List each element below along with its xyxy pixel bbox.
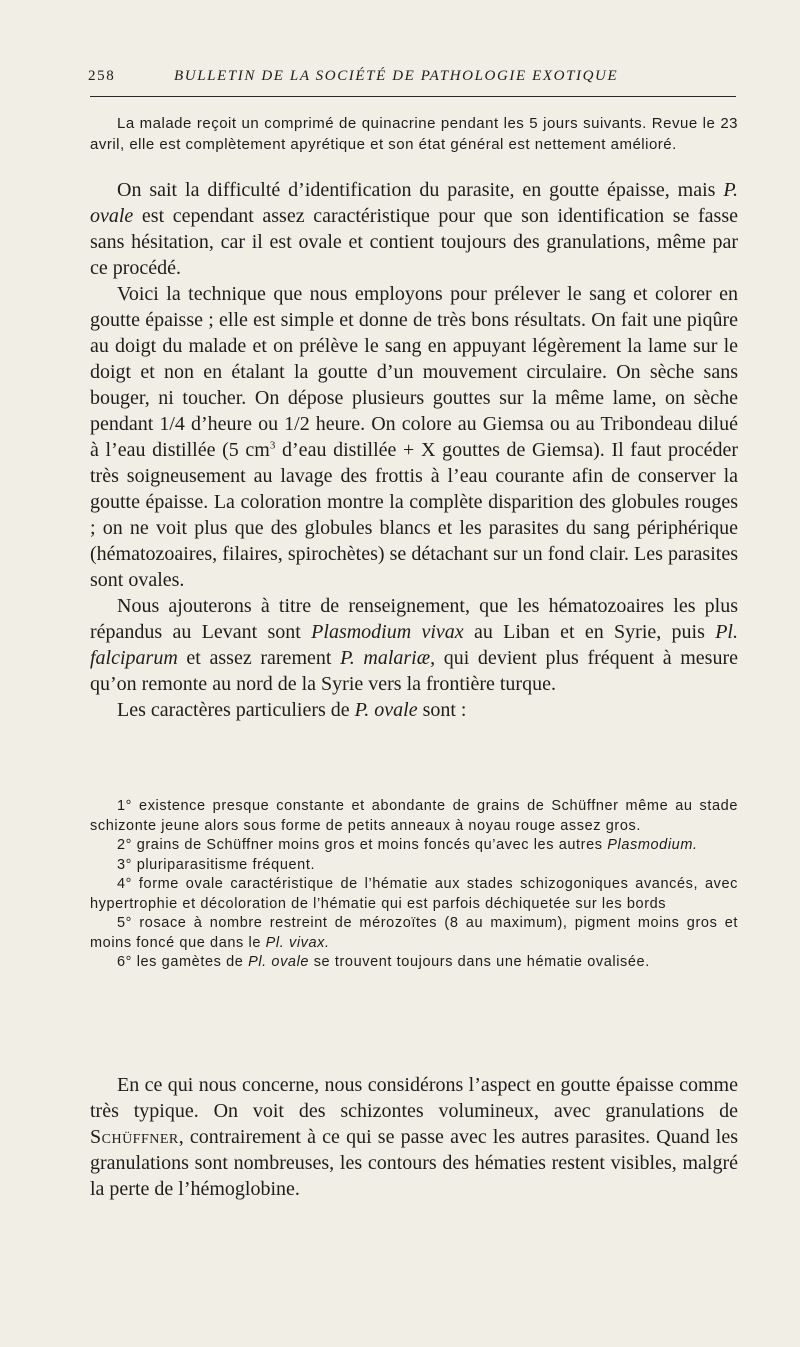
intro-paragraph xyxy=(90,114,738,155)
intro-text: La malade reçoit un comprimé de quinacrine pendant les 5 jours suivants. Revue le 23 avril, elle est complètement apyrétique et son état général est nettement amélioré. xyxy=(90,115,738,153)
list-item-5: 5° rosace à nombre restreint de mérozoïtes (8 au maximum), pigment moins gros et moins foncé que dans le Pl. vivax. xyxy=(90,915,738,951)
journal-title: BULLETIN DE LA SOCIÉTÉ DE PATHOLOGIE EXOTIQUE xyxy=(174,68,619,84)
author-name-schuffner: Schüffner xyxy=(90,1126,179,1148)
main-text xyxy=(90,177,738,723)
running-header xyxy=(88,66,738,90)
list-item-3: 3° pluriparasitisme fréquent. xyxy=(117,856,316,873)
paragraph-5: En ce qui nous concerne, nous considérons l’aspect en goutte épaisse comme très typique. On voit des schizontes volumineux, avec granulations de Schüffner, contrairement à ce qui se passe avec les autres parasites. Quand les granulations sont nombreuses, les contours des hématies restent visibles, malgré la perte de l’hémoglobine. xyxy=(90,1074,738,1200)
paragraph-4: Les caractères particuliers de P. ovale sont : xyxy=(117,699,467,721)
paragraph-2: Voici la technique que nous employons pour prélever le sang et colorer en goutte épaisse ; elle est simple et donne de très bons résultats. On fait une piqûre au doigt du malade et on prélève le sang en appuyant légèrement la lame sur le doigt et non en étalant la goutte d’un mouvement circulaire. On sèche sans bouger, ni toucher. On dépose plusieurs gouttes sur la même lame, on sèche pendant 1/4 d’heure ou 1/2 heure. On colore au Giemsa ou au Tribondeau dilué à l’eau distillée (5 $cm^3$ d’eau distillée + X gouttes de Giemsa). Il faut procéder très soigneusement au lavage des frottis à l’eau courante afin de conserver la goutte épaisse. La coloration montre la complète disparition des globules rouges ; on ne voit plus que des globules blancs et les parasites du sang périphérique (hématozoaires, filaires, spirochètes) se détachant sur un fond clair. Les parasites sont ovales. xyxy=(90,283,739,591)
characteristics-list xyxy=(90,797,738,973)
page-number: 258 xyxy=(88,68,116,84)
list-item-1: 1° existence presque constante et abondante de grains de Schüffner même au stade schizonte jeune alors sous forme de petits anneaux à noyau rouge assez gros. xyxy=(90,798,738,834)
paragraph-1: On sait la difficulté d’identification du parasite, en goutte épaisse, mais P. ovale est cependant assez caractéristique pour que son identification se fasse sans hésitation, car il est ovale et contient toujours des granulations, même par ce procédé. xyxy=(90,179,738,279)
list-item-4: 4° forme ovale caractéristique de l’hématie aux stades schizogoniques avancés, avec hypertrophie et décoloration de l’hématie qui est parfois déchiquetée sur les bords xyxy=(90,876,738,912)
list-item-2: 2° grains de Schüffner moins gros et moins foncés qu’avec les autres Plasmodium. xyxy=(117,837,698,853)
paragraph-3: Nous ajouterons à titre de renseignement, que les hématozoaires les plus répandus au Levant sont Plasmodium vivax au Liban et en Syrie, puis Pl. falciparum et assez rarement P. malariæ, qui devient plus fréquent à mesure qu’on remonte au nord de la Syrie vers la frontière turque. xyxy=(90,595,739,695)
species-p-ovale: P. ovale xyxy=(90,179,738,227)
list-item-6: 6° les gamètes de Pl. ovale se trouvent toujours dans une hématie ovalisée. xyxy=(117,954,650,970)
final-paragraph xyxy=(90,1072,738,1202)
header-rule xyxy=(90,96,736,97)
